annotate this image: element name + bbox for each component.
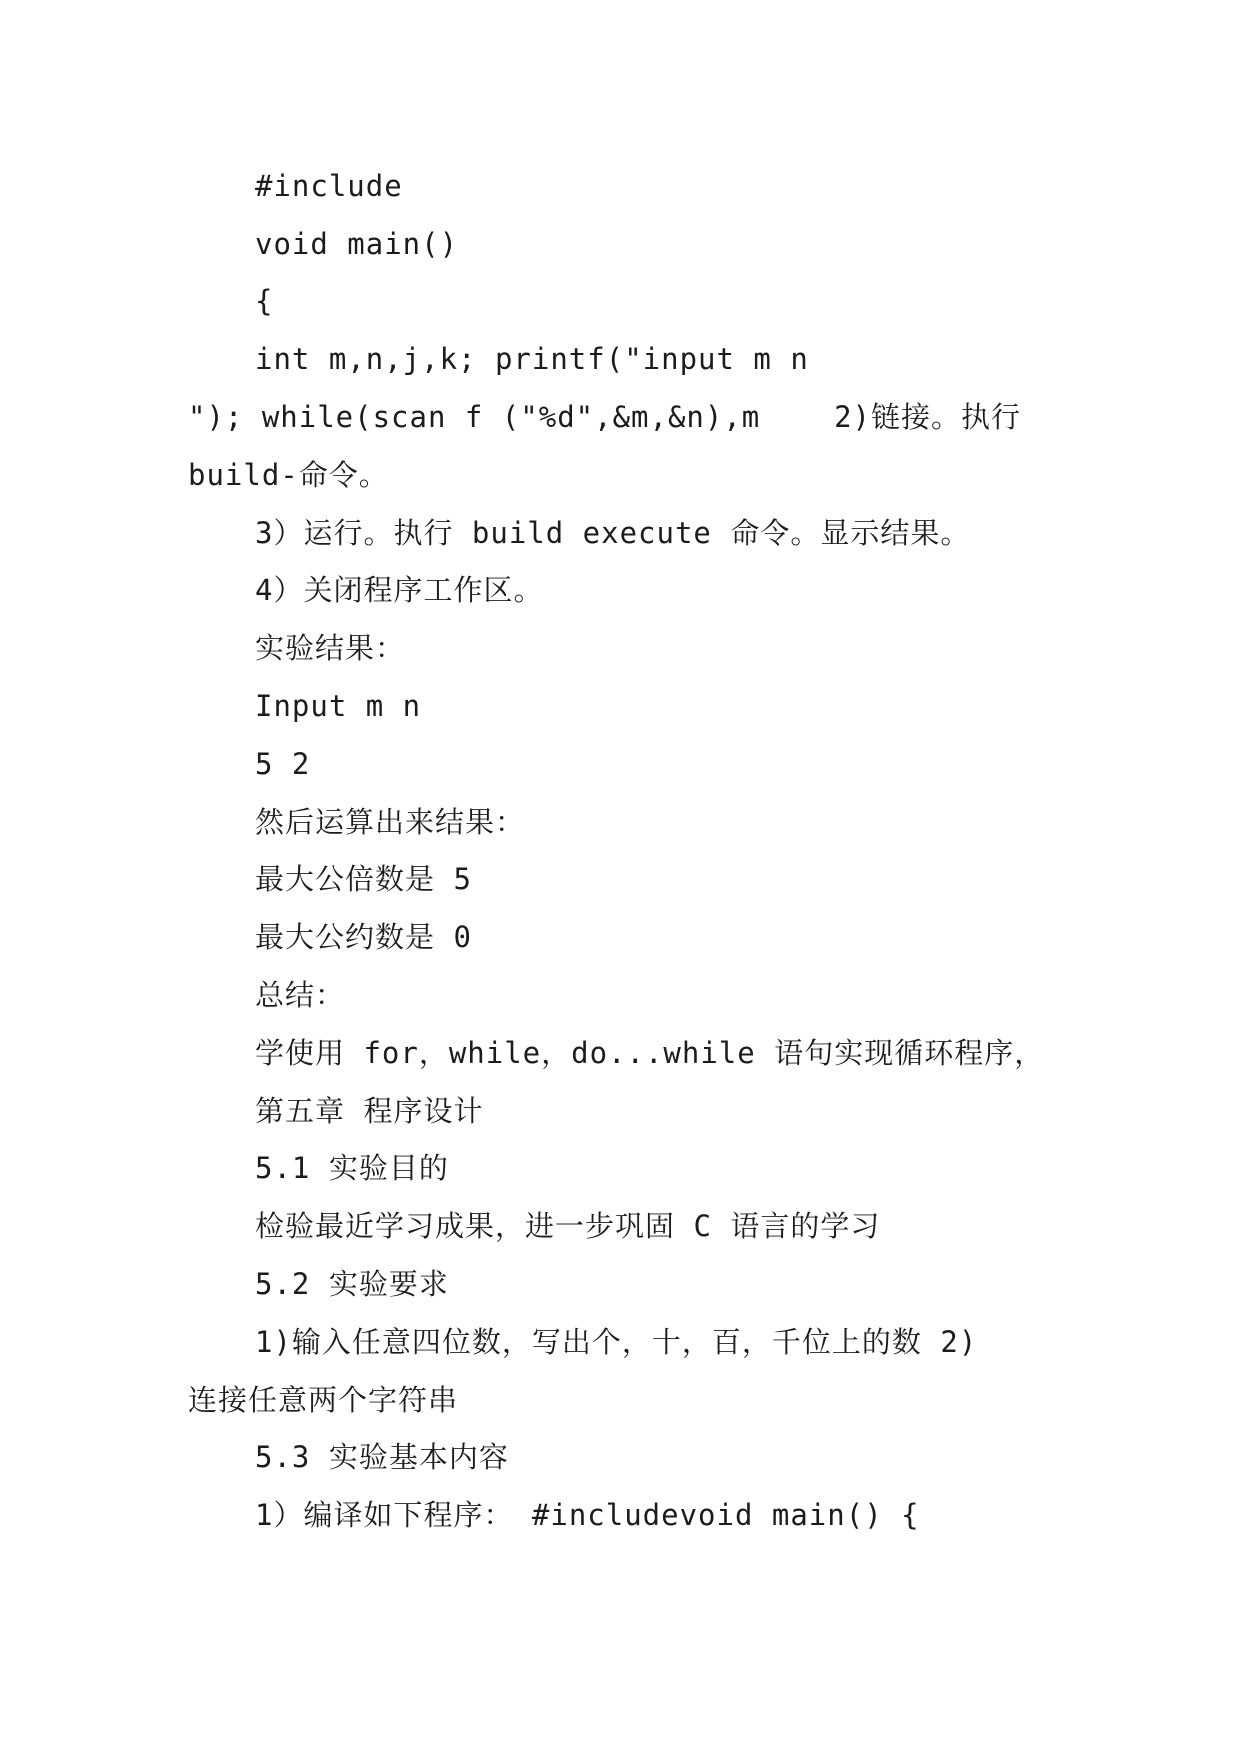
code-line-declare: int m,n,j,k; printf("input m n bbox=[255, 342, 809, 376]
section-heading-5-1: 5.1 实验目的 bbox=[255, 1151, 449, 1185]
section-label-summary: 总结： bbox=[255, 978, 346, 1012]
text-line-run: 3）运行。执行 build execute 命令。显示结果。 bbox=[255, 516, 971, 550]
text-line-requirement-2: 连接任意两个字符串 bbox=[188, 1383, 459, 1417]
section-label-results: 实验结果： bbox=[255, 631, 406, 665]
text-line-compute: 然后运算出来结果： bbox=[255, 805, 526, 839]
chapter-heading: 第五章 程序设计 bbox=[255, 1094, 484, 1128]
text-line-purpose: 检验最近学习成果，进一步巩固 C 语言的学习 bbox=[255, 1209, 881, 1243]
section-heading-5-2: 5.2 实验要求 bbox=[255, 1267, 449, 1301]
result-line-lcm: 最大公倍数是 5 bbox=[255, 862, 472, 896]
output-line-values: 5 2 bbox=[255, 747, 311, 781]
code-line-include: #include bbox=[255, 169, 403, 203]
code-line-open-brace: { bbox=[255, 284, 274, 318]
text-line-close: 4）关闭程序工作区。 bbox=[255, 573, 544, 607]
code-line-while: "); while(scan f ("%d",&m,&n),m 2)链接。执行 bbox=[188, 400, 1022, 434]
text-line-compile: 1）编译如下程序： #includevoid main() { bbox=[255, 1498, 920, 1532]
section-heading-5-3: 5.3 实验基本内容 bbox=[255, 1440, 509, 1474]
text-line-build: build-命令。 bbox=[188, 458, 389, 492]
code-line-main: void main() bbox=[255, 227, 459, 261]
result-line-gcd: 最大公约数是 0 bbox=[255, 920, 472, 954]
text-line-requirement-1: 1)输入任意四位数，写出个，十，百，千位上的数 2) bbox=[255, 1325, 978, 1359]
output-line-prompt: Input m n bbox=[255, 689, 422, 723]
text-line-summary: 学使用 for，while，do...while 语句实现循环程序， bbox=[255, 1036, 1045, 1070]
